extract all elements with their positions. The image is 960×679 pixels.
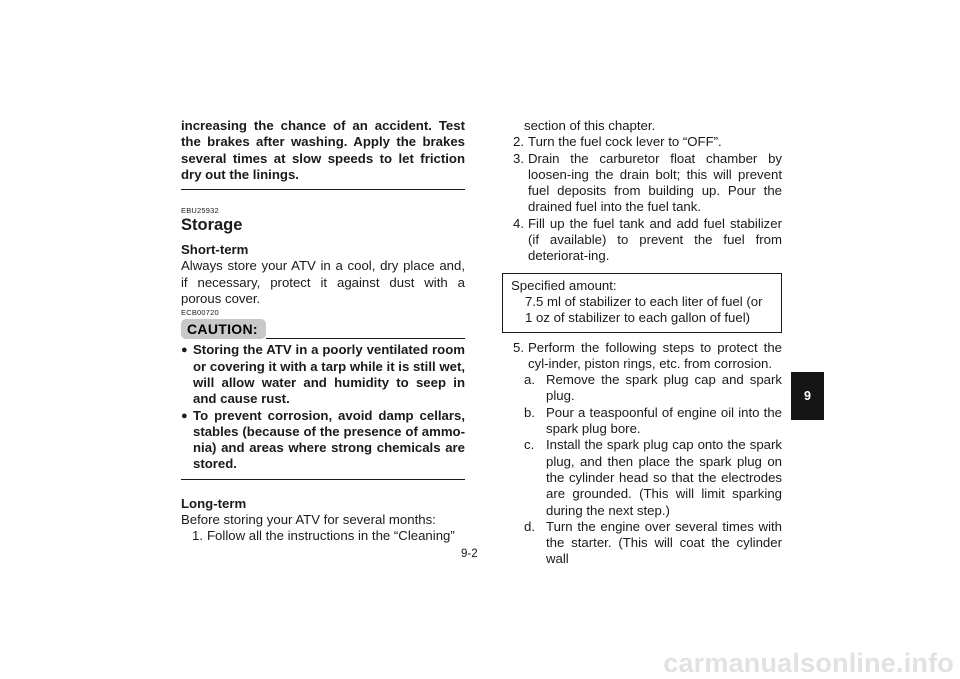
caution-end-rule [181,479,465,480]
long-term-heading: Long-term [181,495,247,511]
step-number: 5. [513,339,524,355]
caution-list [181,342,465,472]
step-1-continued: section of this chapter. [524,118,656,133]
intro-warning-text: increasing the chance of an accident. Test the brakes after washing. Apply the brakes several times at slow speeds to let friction dry out the linings. [181,118,465,182]
step-3 [502,151,782,216]
substep-text: Remove the spark plug cap and spark plug. [546,372,782,404]
step-text: Follow all the instructions in the “Cleaning” [207,528,455,544]
substep-text: Install the spark plug cap onto the spark plug, and then place the spark plug on the cylinder head so that the electrodes are grounded. (This will limit sparking during the next step.) [546,437,782,518]
substep-letter: d. [524,518,535,534]
substep-d [524,519,782,568]
short-term-heading: Short-term [181,242,249,258]
right-column [502,118,782,568]
page-number: 9-2 [461,548,478,560]
step-number: 1. [192,528,203,544]
spec-value: 7.5 ml of stabilizer to each liter of fuel (or 1 oz of stabilizer to each gallon of fuel) [525,293,763,326]
caution-header [181,319,465,339]
specification-box [502,273,782,333]
chapter-tab: 9 [791,372,824,420]
short-term-body: Always store your ATV in a cool, dry place and, if necessary, protect it against dust with a porous cover. [181,258,465,307]
caution-item-text: To prevent corrosion, avoid damp cellars, stables (because of the presence of ammo-nia) and areas where strong chemicals are stored. [193,407,465,472]
substep-letter: c. [524,437,535,453]
warning-end-rule [181,189,465,190]
step-number: 3. [513,150,524,166]
step-text: Turn the fuel cock lever to “OFF”. [528,134,722,150]
caution-code: ECB00720 [181,308,219,318]
step-4 [502,216,782,265]
step-2 [502,134,782,150]
bullet-icon: ● [181,344,188,357]
site-watermark: carmanualsonline.info [663,647,954,678]
caution-item [181,342,465,407]
step-number: 2. [513,134,524,150]
step-5 [502,340,782,373]
long-term-body: Before storing your ATV for several months: [181,512,436,528]
substep-b [524,405,782,438]
spec-label: Specified amount: [511,277,617,293]
section-code: EBU25932 [181,206,219,216]
step-text: Drain the carburetor float chamber by loosen-ing the drain bolt; this will prevent fuel deposits from building up. Pour the drained fuel into the fuel tank. [528,150,782,215]
substep-a [524,372,782,405]
substep-letter: a. [524,372,535,388]
left-column [181,118,465,545]
step-number: 4. [513,215,524,231]
substep-text: Pour a teaspoonful of engine oil into the spark plug bore. [546,404,782,437]
step-1 [181,528,465,544]
section-title: Storage [181,216,243,235]
substep-c [524,437,782,518]
step-text: Fill up the fuel tank and add fuel stabilizer (if available) to prevent the fuel from deteriorat-ing. [528,215,782,264]
caution-label: CAUTION: [181,319,266,339]
caution-item [181,408,465,473]
substep-text: Turn the engine over several times with the starter. (This will coat the cylinder wall [546,518,782,567]
bullet-icon: ● [181,409,188,422]
substep-letter: b. [524,404,535,420]
caution-header-rule [266,338,465,339]
step-text: Perform the following steps to protect the cyl-inder, piston rings, etc. from corrosion. [528,339,782,371]
caution-item-text: Storing the ATV in a poorly ventilated room or covering it with a tarp while it is still wet, will allow water and humidity to seep in and cause rust. [193,342,465,407]
